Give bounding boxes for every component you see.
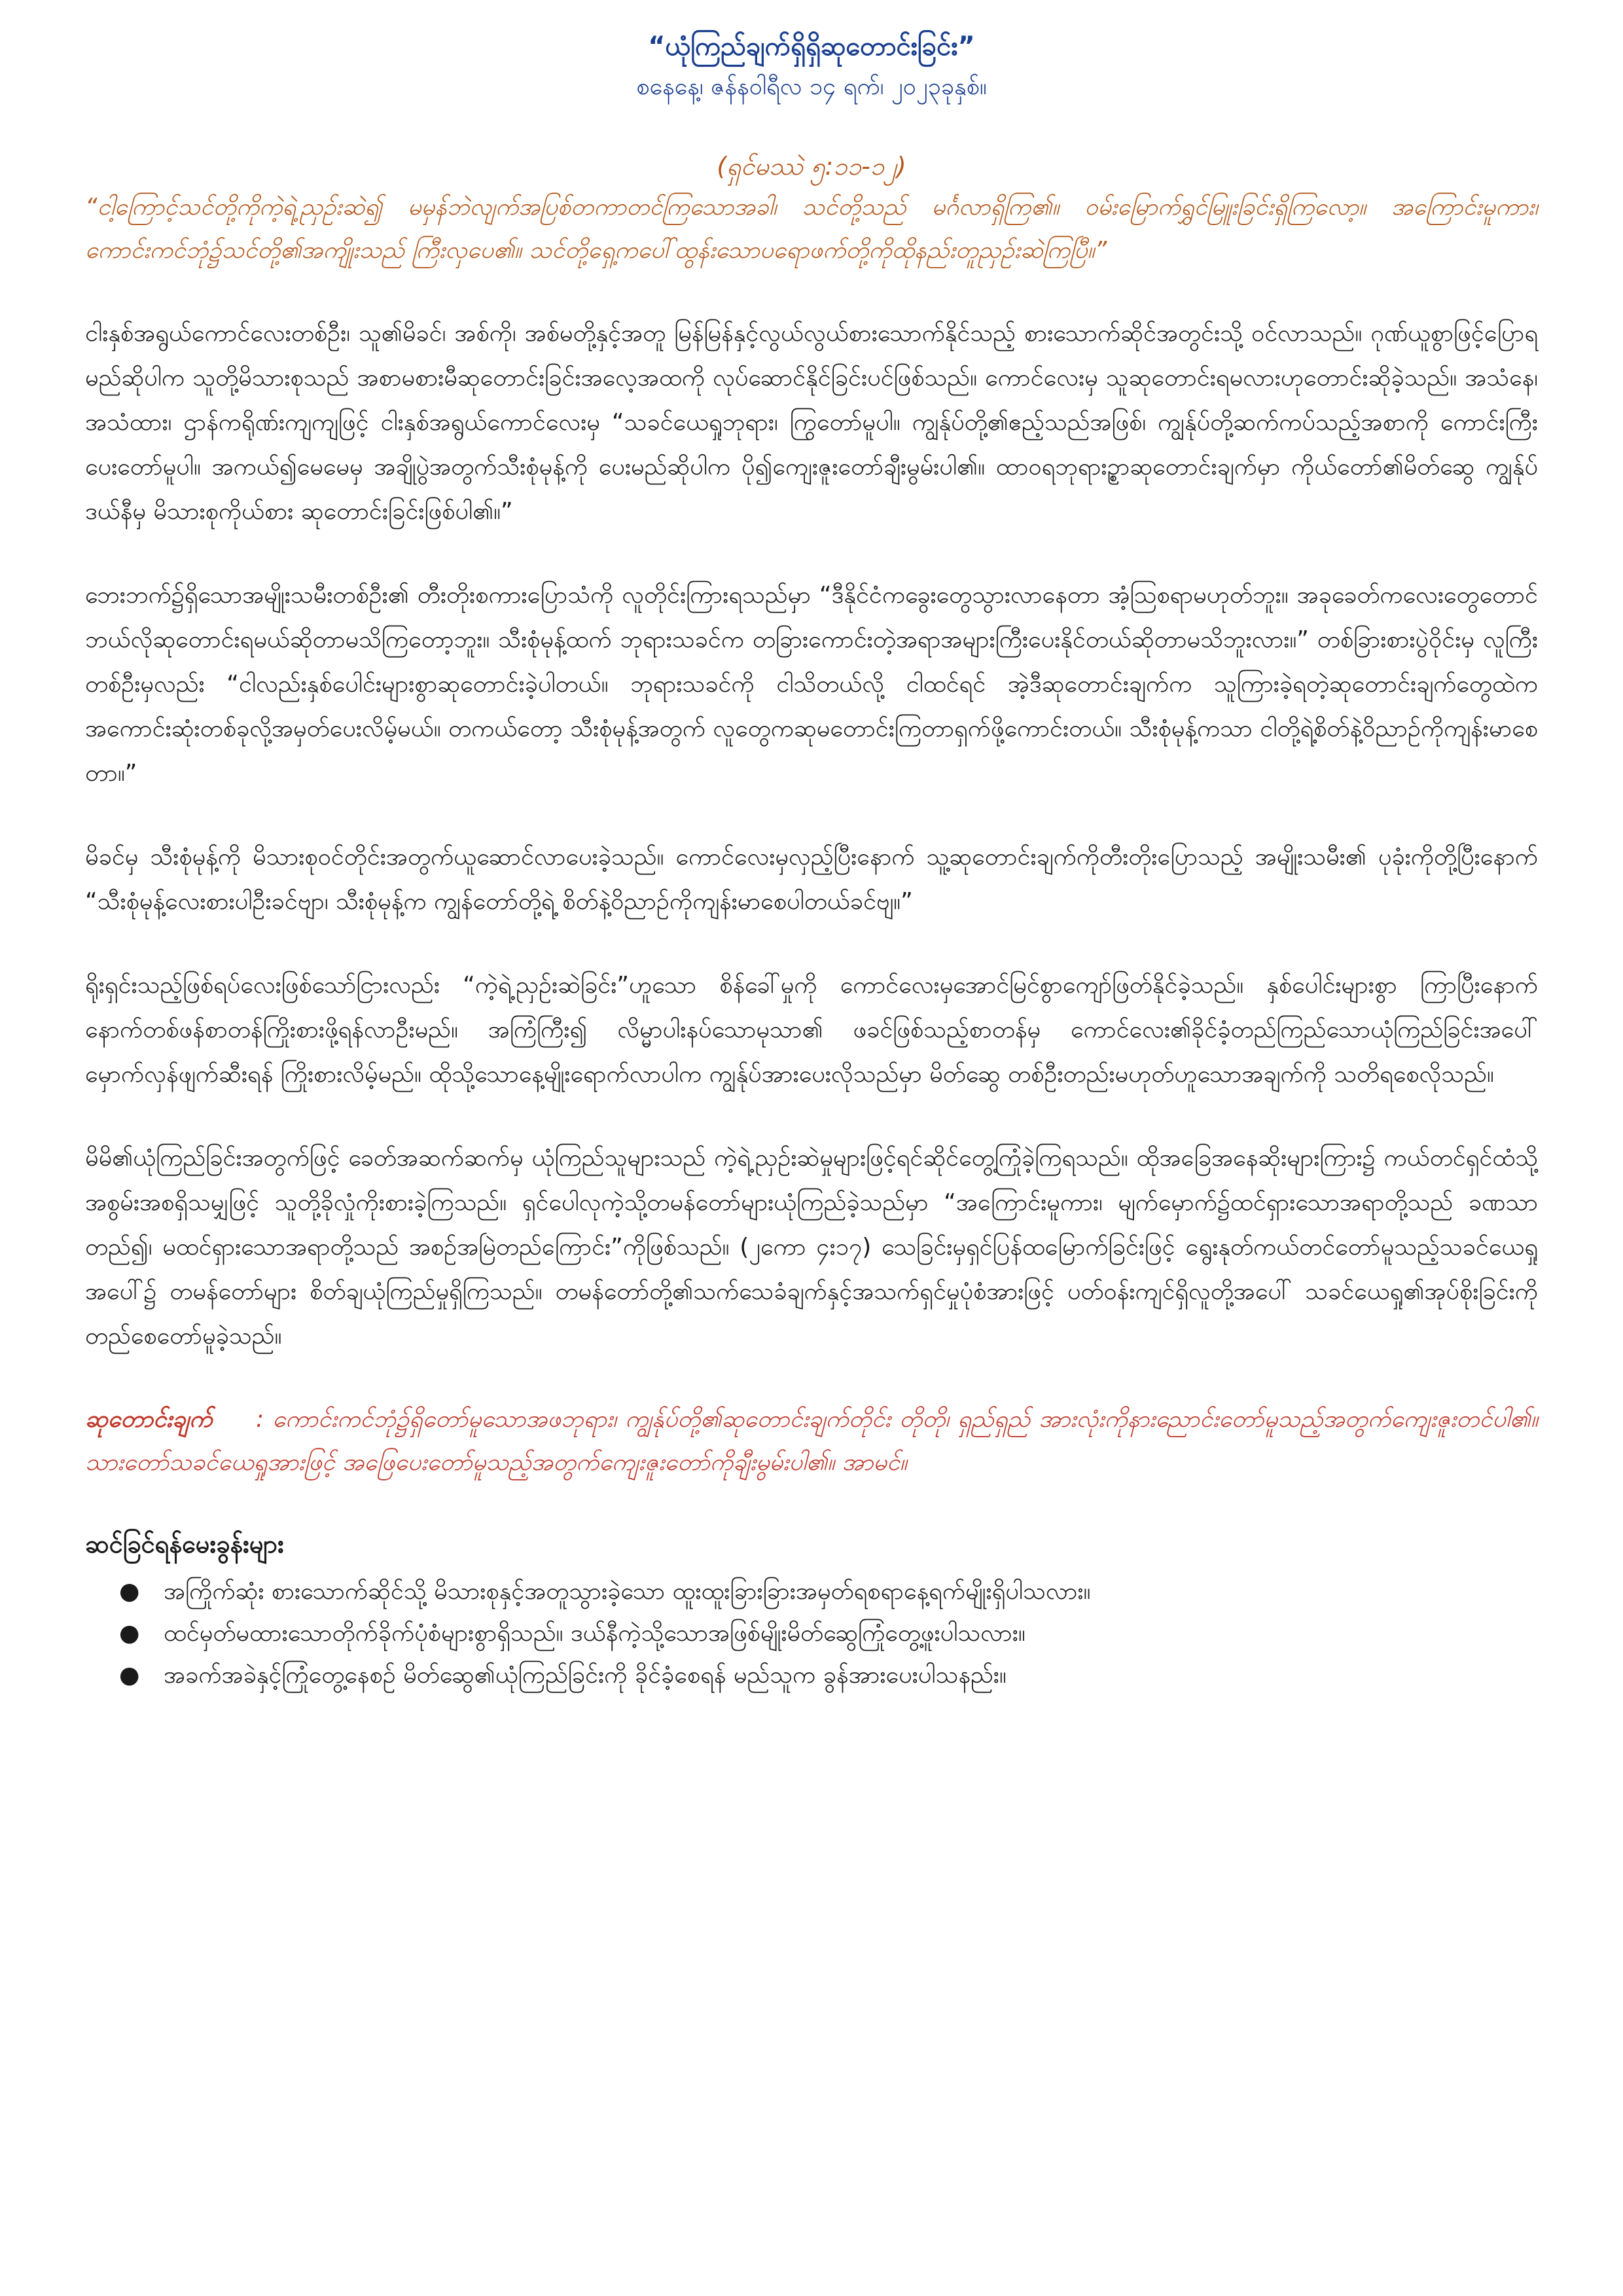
bullet-icon: ● [119, 1578, 140, 1605]
question-text-2: ထင်မှတ်မထားသောတိုက်ခိုက်ပုံစံများစွာရှိသည်။ ဒယ်နီကဲ့သို့သောအဖြစ်မျိုးမိတ်ဆွေကြုံတွေ့ဖူးပါသလား။ [164, 1620, 1026, 1647]
body-paragraph-4: ရိုးရှင်းသည့်ဖြစ်ရပ်လေးဖြစ်သော်ငြားလည်း “ကဲ့ရဲ့ညှဉ်းဆဲခြင်း”ဟူသော စိန်ခေါ်မှုကို ကောင်လေးမှအောင်မြင်စွာကျော်ဖြတ်နိုင်ခဲ့သည်။ နှစ်ပေါင်းများစွာ ကြာပြီးနောက် နောက်တစ်ဖန်စာတန်ကြိုးစားဖို့ရန်လာဦးမည်။ အကြံကြီး၍ လိမ္မာပါးနပ်သောမုသာ၏ ဖခင်ဖြစ်သည့်စာတန်မှ ကောင်လေး၏ခိုင်ခံ့တည်ကြည်သောယုံကြည်ခြင်းအပေါ် မှောက်လှန်ဖျက်ဆီးရန် ကြိုးစားလိမ့်မည်။ ထိုသို့သောနေ့မျိုးရောက်လာပါက ကျွန်ုပ်အားပေးလိုသည်မှာ မိတ်ဆွေ တစ်ဦးတည်းမဟုတ်ဟူသောအချက်ကို သတိရစေလိုသည်။ [85, 972, 1538, 1088]
question-item-2 [119, 1613, 1538, 1655]
question-item-1 [119, 1571, 1538, 1613]
scripture-reference: (ရှင်မဿဲ ၅:၁၁-၁၂) [717, 152, 906, 181]
page-date: စနေနေ့၊ ဇန်နဝါရီလ ၁၄ ရက်၊ ၂၀၂၃ခုနှစ်။ [636, 73, 987, 100]
bullet-icon: ● [119, 1620, 140, 1647]
scripture-text: “ငါ့ကြောင့်သင်တို့ကိုကဲ့ရဲ့ညှဉ်းဆဲ၍ မမှန်ဘဲလျက်အပြစ်တကာတင်ကြသောအခါ၊ သင်တို့သည် မင်္ဂလာရှိကြ၏။ ဝမ်းမြောက်ရွှင်မြူးခြင်းရှိကြလော့။ အကြောင်းမူကား၊ ကောင်းကင်ဘုံ၌သင်တို့၏အကျိုးသည် ကြီးလှပေ၏။ သင်တို့ရှေ့ကပေါ်ထွန်းသောပရောဖက်တို့ကိုထိုနည်းတူညှဉ်းဆဲကြပြီ။” [85, 194, 1538, 264]
prayer-text: ကောင်းကင်ဘုံ၌ရှိတော်မူသောအဖဘုရား၊ ကျွန်ုပ်တို့၏ဆုတောင်းချက်တိုင်း တိုတို၊ ရှည်ရှည် အားလုံးကိုနားညောင်းတော်မူသည့်အတွက်ကျေးဇူးတင်ပါ၏။ သားတော်သခင်ယေရှုအားဖြင့် အဖြေပေးတော်မူသည့်အတွက်ကျေးဇူးတော်ကိုချီးမွမ်းပါ၏။ အာမင်။ [85, 1406, 1539, 1476]
body-paragraph-2: ဘေးဘက်၌ရှိသောအမျိုးသမီးတစ်ဦး၏ တီးတိုးစကားပြောသံကို လူတိုင်းကြားရသည်မှာ “ဒီနိုင်ငံကခွေးတွေသွားလာနေတာ အံ့သြစရာမဟုတ်ဘူး။ အခုခေတ်ကလေးတွေတောင် ဘယ်လိုဆုတောင်းရမယ်ဆိုတာမသိကြတော့ဘူး။ သီးစုံမုန့်ထက် ဘုရားသခင်က တခြားကောင်းတဲ့အရာအများကြီးပေးနိုင်တယ်ဆိုတာမသိဘူးလား။” တစ်ခြားစားပွဲဝိုင်းမှ လူကြီးတစ်ဦးမှလည်း “ငါလည်းနှစ်ပေါင်းများစွာဆုတောင်းခဲ့ပါတယ်။ ဘုရားသခင်ကို ငါသိတယ်လို့ ငါထင်ရင် အဲ့ဒီဆုတောင်းချက်က သူကြားခဲ့ရတဲ့ဆုတောင်းချက်တွေထဲက အကောင်းဆုံးတစ်ခုလို့အမှတ်ပေးလိမ့်မယ်။ တကယ်တော့ သီးစုံမုန့်အတွက် လူတွေကဆုမတောင်းကြတာရှက်ဖို့ကောင်းတယ်။ သီးစုံမုန့်ကသာ ငါတို့ရဲ့စိတ်နဲ့ဝိညာဉ်ကိုကျန်းမာစေတာ။” [85, 582, 1538, 787]
questions-list [85, 1571, 1538, 1696]
question-text-1: အကြိုက်ဆုံး စားသောက်ဆိုင်သို့ မိသားစုနှင့်အတူသွားခဲ့သော ထူးထူးခြားခြားအမှတ်ရစရာနေ့ရက်မျိုးရှိပါသလား။ [164, 1578, 1091, 1605]
devotional-page [85, 26, 1538, 1696]
prayer-separator: : [255, 1406, 264, 1433]
bullet-icon: ● [119, 1662, 140, 1689]
questions-heading: ဆင်ခြင်ရန်မေးခွန်းများ [85, 1530, 284, 1558]
body-paragraph-1: ငါးနှစ်အရွယ်ကောင်လေးတစ်ဦး၊ သူ၏မိခင်၊ အစ်ကို၊ အစ်မတို့နှင့်အတူ မြန်မြန်နှင့်လွယ်လွယ်စားသောက်နိုင်သည့် စားသောက်ဆိုင်အတွင်းသို့ ဝင်လာသည်။ ဂုဏ်ယူစွာဖြင့်ပြောရမည်ဆိုပါက သူတို့မိသားစုသည် အစာမစားမီဆုတောင်းခြင်းအလေ့အထကို လုပ်ဆောင်နိုင်ခြင်းပင်ဖြစ်သည်။ ကောင်လေးမှ သူဆုတောင်းရမလားဟုတောင်းဆိုခဲ့သည်။ အသံနေ၊ အသံထား၊ ဌာန်ကရိုဏ်းကျကျဖြင့် ငါးနှစ်အရွယ်ကောင်လေးမှ “သခင်ယေရှုဘုရား၊ ကြွတော်မူပါ။ ကျွန်ုပ်တို့၏ဧည့်သည်အဖြစ်၊ ကျွန်ုပ်တို့ဆက်ကပ်သည့်အစာကို ကောင်းကြီးပေးတော်မူပါ။ အကယ်၍မေမေမှ အချိုပွဲအတွက်သီးစုံမုန့်ကို ပေးမည်ဆိုပါက ပို၍ကျေးဇူးတော်ချီးမွမ်းပါ၏။ ထာဝရဘုရားဥ္စာဆုတောင်းချက်မှာ ကိုယ်တော်၏မိတ်ဆွေ ကျွန်ုပ်ဒယ်နီမှ မိသားစုကိုယ်စား ဆုတောင်းခြင်းဖြစ်ပါ၏။” [85, 320, 1538, 525]
question-text-3: အခက်အခဲနှင့်ကြုံတွေ့နေစဉ် မိတ်ဆွေ၏ယုံကြည်ခြင်းကို ခိုင်ခံ့စေရန် မည်သူက ခွန်အားပေးပါသနည်း။ [164, 1662, 1007, 1689]
body-paragraph-5: မိမိ၏ယုံကြည်ခြင်းအတွက်ဖြင့် ခေတ်အဆက်ဆက်မှ ယုံကြည်သူများသည် ကဲ့ရဲ့ညှဉ်းဆဲမှုများဖြင့်ရင်ဆိုင်တွေ့ကြုံခဲ့ကြရသည်။ ထိုအခြေအနေဆိုးများကြား၌ ကယ်တင်ရှင်ထံသို့ အစွမ်းအစရှိသမျှဖြင့် သူတို့ခိုလှုံကိုးစားခဲ့ကြသည်။ ရှင်ပေါလုကဲ့သို့တမန်တော်များယုံကြည်ခဲ့သည်မှာ “အကြောင်းမူကား၊ မျက်မှောက်၌ထင်ရှားသောအရာတို့သည် ခဏသာတည်၍၊ မထင်ရှားသောအရာတို့သည် အစဉ်အမြဲတည်ကြောင်း”ကိုဖြစ်သည်။ (၂ကော ၄း၁၇) သေခြင်းမှရှင်ပြန်ထမြောက်ခြင်းဖြင့် ရွေးနုတ်ကယ်တင်တော်မူသည့်သခင်ယေရှုအပေါ်၌ တမန်တော်များ စိတ်ချယုံကြည်မှုရှိကြသည်။ တမန်တော်တို့၏သက်သေခံချက်နှင့်အသက်ရှင်မှုပုံစံအားဖြင့် ပတ်ဝန်းကျင်ရှိလူတို့အပေါ် သခင်ယေရှု၏အုပ်စိုးခြင်းကို တည်စေတော်မူခဲ့သည်။ [85, 1145, 1538, 1350]
question-item-3 [119, 1655, 1538, 1696]
page-title: “ယုံကြည်ချက်ရှိရှိဆုတောင်းခြင်း” [648, 31, 975, 62]
body-paragraph-3: မိခင်မှ သီးစုံမုန့်ကို မိသားစုဝင်တိုင်းအတွက်ယူဆောင်လာပေးခဲ့သည်။ ကောင်လေးမှလှည့်ပြီးနောက် သူ့ဆုတောင်းချက်ကိုတီးတိုးပြောသည့် အမျိုးသမီး၏ ပုခုံးကိုတို့ပြီးနောက် “သီးစုံမုန့်လေးစားပါဦးခင်ဗျာ၊ သီးစုံမုန့်က ကျွန်တော်တို့ရဲ့ စိတ်နဲ့ဝိညာဉ်ကိုကျန်းမာစေပါတယ်ခင်ဗျ။” [85, 844, 1538, 915]
prayer-block [85, 1398, 1538, 1484]
prayer-label: ဆုတောင်းချက် [85, 1406, 213, 1433]
